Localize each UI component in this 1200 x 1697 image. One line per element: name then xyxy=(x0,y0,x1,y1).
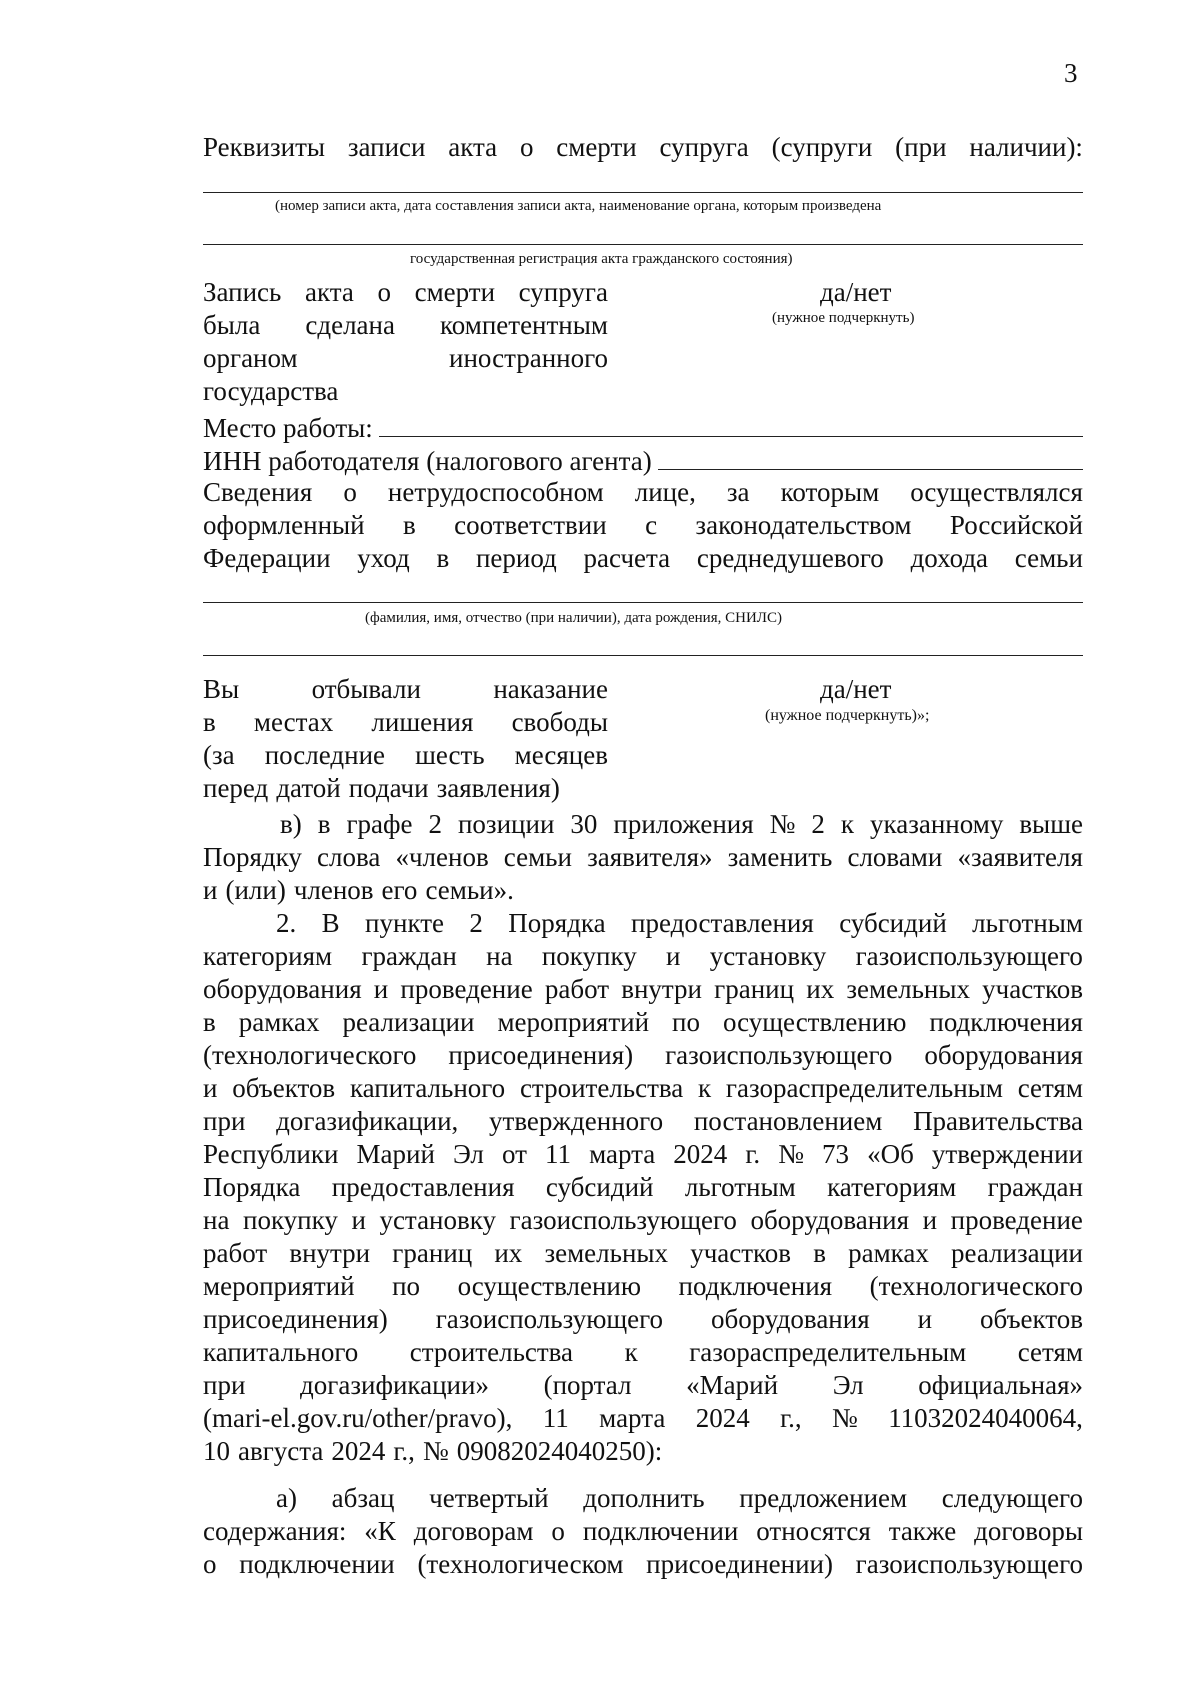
text-line: о подключении (технологическом присоединении) газоиспользующего xyxy=(203,1549,1083,1579)
fill-line xyxy=(203,602,1083,603)
text-line: Запись акта о смерти супруга xyxy=(203,277,608,307)
text-line: и (или) членов его семьи». xyxy=(203,875,514,905)
text-line: Порядка предоставления субсидий льготным категориям граждан xyxy=(203,1172,1083,1202)
text-line: (mari-el.gov.ru/other/pravo), 11 марта 2024 г., № 11032024040064, xyxy=(203,1403,1083,1433)
text-line: капитального строительства к газораспределительным сетям xyxy=(203,1337,1083,1367)
text-line: в рамках реализации мероприятий по осуществлению подключения xyxy=(203,1007,1083,1037)
text-line: 2. В пункте 2 Порядка предоставления субсидий льготным xyxy=(276,908,1083,938)
text-line: оформленный в соответствии с законодательством Российской xyxy=(203,510,1083,540)
text-line: (за последние шесть месяцев xyxy=(203,740,608,770)
text-line: содержания: «К договорам о подключении относятся также договоры xyxy=(203,1516,1083,1546)
text-line: Республики Марий Эл от 11 марта 2024 г. № 73 «Об утверждении xyxy=(203,1139,1083,1169)
text-line: Вы отбывали наказание xyxy=(203,674,608,704)
text-line: Порядку слова «членов семьи заявителя» заменить словами «заявителя xyxy=(203,842,1083,872)
spouse-death-note-1: (номер записи акта, дата составления записи акта, наименование органа, которым произведена xyxy=(275,198,882,214)
spouse-death-heading: Реквизиты записи акта о смерти супруга (супруги (при наличии): xyxy=(203,132,1083,162)
foreign-record-choice-note: (нужное подчеркнуть) xyxy=(772,310,915,326)
text-line: работ внутри границ их земельных участков в рамках реализации xyxy=(203,1238,1083,1268)
text-line: Сведения о нетрудоспособном лице, за которым осуществлялся xyxy=(203,477,1083,507)
text-line: присоединения) газоиспользующего оборудования и объектов xyxy=(203,1304,1083,1334)
foreign-record-question xyxy=(203,276,608,408)
text-line: а) абзац четвертый дополнить предложением следующего xyxy=(276,1483,1083,1513)
text-line: и объектов капитального строительства к газораспределительным сетям xyxy=(203,1073,1083,1103)
fill-line xyxy=(203,655,1083,656)
text-line: государства xyxy=(203,376,339,406)
page-number: 3 xyxy=(1064,58,1078,88)
workplace-row xyxy=(203,410,1083,445)
prison-question xyxy=(203,673,608,805)
text-line: на покупку и установку газоиспользующего оборудования и проведение xyxy=(203,1205,1083,1235)
text-line: оборудования и проведение работ внутри границ их земельных участков xyxy=(203,974,1083,1004)
care-info xyxy=(203,476,1083,575)
text-line: мероприятий по осуществлению подключения (технологического xyxy=(203,1271,1083,1301)
text-line: при догазификации» (портал «Марий Эл официальная» xyxy=(203,1370,1083,1400)
fill-line xyxy=(203,192,1083,193)
text-line: органом иностранного xyxy=(203,343,608,373)
prison-choice: да/нет xyxy=(820,674,892,704)
spouse-death-note-2: государственная регистрация акта гражданского состояния) xyxy=(410,251,793,267)
inn-fill-line xyxy=(658,443,1083,470)
fill-line xyxy=(203,244,1083,245)
care-note: (фамилия, имя, отчество (при наличии), дата рождения, СНИЛС) xyxy=(365,610,782,626)
text-line: была сделана компетентным xyxy=(203,310,608,340)
text-line: перед датой подачи заявления) xyxy=(203,773,560,803)
inn-label: ИНН работодателя (налогового агента) xyxy=(203,446,652,476)
text-line: при догазификации, утвержденного постановлением Правительства xyxy=(203,1106,1083,1136)
text-line: (технологического присоединения) газоиспользующего оборудования xyxy=(203,1040,1083,1070)
workplace-fill-line xyxy=(379,410,1083,437)
workplace-label: Место работы: xyxy=(203,413,373,443)
paragraph-2 xyxy=(203,907,1083,1468)
text-line: в) в графе 2 позиции 30 приложения № 2 к указанному выше xyxy=(280,809,1083,839)
paragraph-a xyxy=(203,1482,1083,1581)
text-line: 10 августа 2024 г., № 09082024040250): xyxy=(203,1436,663,1466)
inn-row xyxy=(203,443,1083,478)
text-line: категориям граждан на покупку и установку газоиспользующего xyxy=(203,941,1083,971)
foreign-record-choice: да/нет xyxy=(820,277,892,307)
prison-choice-note: (нужное подчеркнуть)»; xyxy=(765,707,930,724)
text-line: Федерации уход в период расчета среднедушевого дохода семьи xyxy=(203,543,1083,573)
paragraph-v xyxy=(203,808,1083,907)
text-line: в местах лишения свободы xyxy=(203,707,608,737)
